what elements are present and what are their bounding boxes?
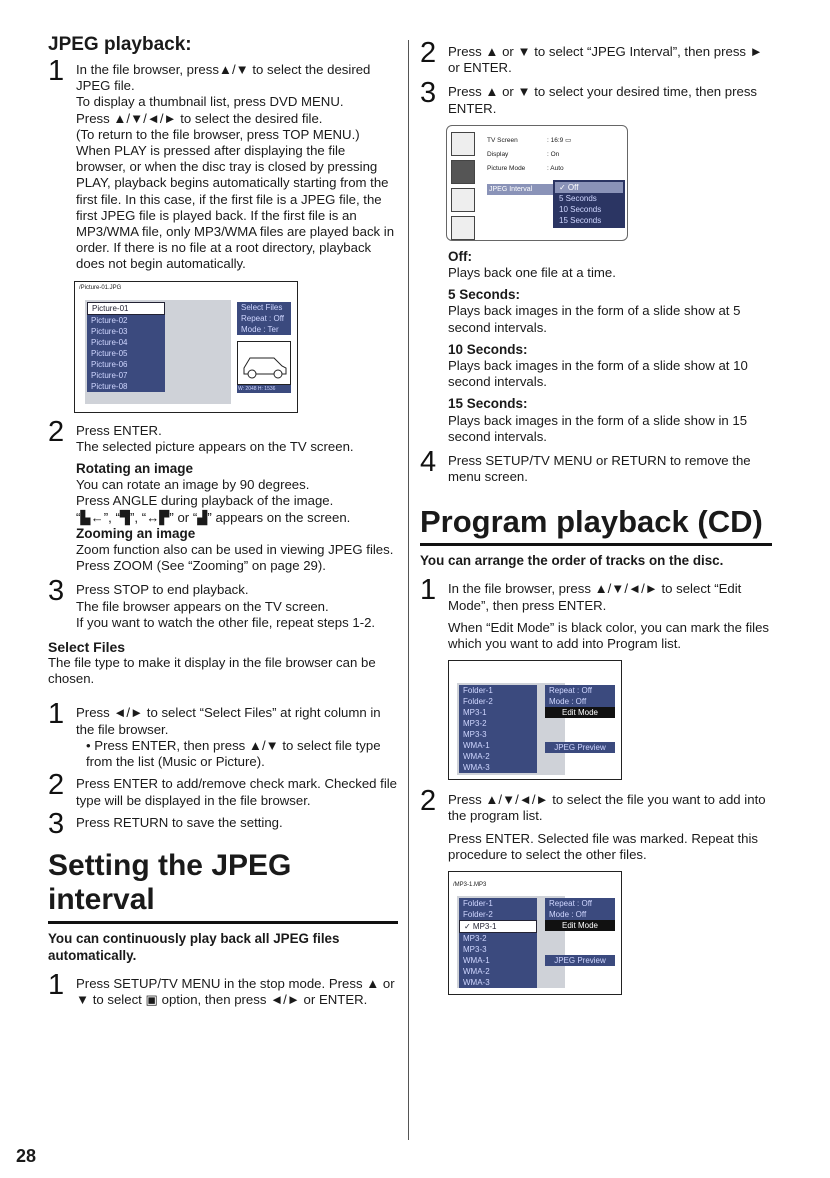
jpeg-preview: JPEG Preview xyxy=(545,955,615,966)
language-icon xyxy=(451,132,475,156)
jpeg-interval-heading: Setting the JPEG interval xyxy=(48,848,292,916)
heading-rule xyxy=(48,921,398,924)
repeat-menu[interactable]: Repeat : Off xyxy=(237,313,291,324)
jpeg-preview: JPEG Preview xyxy=(545,742,615,753)
jpeg-interval-option[interactable]: JPEG Interval xyxy=(487,184,555,195)
track-item[interactable]: MP3-3 xyxy=(459,944,537,955)
column-divider xyxy=(408,40,409,1140)
zooming-heading: Zooming an image xyxy=(76,525,196,541)
select-files-menu[interactable]: Select Files xyxy=(237,302,291,313)
edit-mode-button[interactable]: Edit Mode xyxy=(545,707,615,718)
interval-descriptions: Off: Plays back one file at a time. 5 Seconds: Plays back images in the form of a slide show at 5 second intervals. 10 Seconds: Plays back images in the form of a slide show at 10 second intervals. 15 Seconds: Plays back images in the form of a slide show in 15 second intervals. xyxy=(448,248,748,444)
interval-dropdown[interactable]: ✓ Off 5 Seconds 10 Seconds 15 Seconds xyxy=(553,180,625,228)
track-item[interactable]: MP3-2 xyxy=(459,933,537,944)
other-icon xyxy=(451,216,475,240)
mode-menu[interactable]: Mode : Off xyxy=(545,696,615,707)
select-step-1: 1 Press ◄/► to select “Select Files” at right column in the file browser. • Press ENTER, then press ▲/▼ to select file type from the list (Music or Picture). xyxy=(48,698,381,770)
resolution-label: W: 2048 H: 1536 xyxy=(237,385,291,393)
program-rule xyxy=(420,543,772,546)
jpeg-step-2: 2 Press ENTER. The selected picture appears on the TV screen. Rotating an image You can rotate an image by 90 degrees. Press ANGLE during playback of the image. “▙←”, “▜”, “↔▛” or “▟” appears on the screen. Zooming an image Zoom function also can be used in viewing JPEG files. Press ZOOM (See “Zooming” on page 29). xyxy=(48,423,398,575)
file-path: /MP3-1.MP3 xyxy=(453,882,487,889)
jpeg-interval-lead: You can continuously play back all JPEG files automatically. xyxy=(48,930,340,963)
track-item[interactable]: WMA-2 xyxy=(459,966,537,977)
rotating-heading: Rotating an image xyxy=(76,461,194,477)
audio-icon xyxy=(451,188,475,212)
right-column xyxy=(420,34,772,995)
track-item[interactable]: WMA-1 xyxy=(459,955,537,966)
select-step-3: 3 Press RETURN to save the setting. xyxy=(48,807,283,840)
track-item[interactable]: WMA-2 xyxy=(459,751,537,762)
mode-menu[interactable]: Mode : Off xyxy=(545,909,615,920)
file-item[interactable]: Picture-07 xyxy=(87,370,165,381)
file-item[interactable]: Picture-02 xyxy=(87,315,165,326)
program-playback-heading: Program playback (CD) xyxy=(420,504,763,540)
jpeg-playback-heading: JPEG playback: xyxy=(48,34,192,55)
interval-step-1: 1 Press SETUP/TV MENU in the stop mode. Press ▲ or ▼ to select ▣ option, then press ◄/► or ENTER. xyxy=(48,968,395,1008)
interval-step-2: 2 Press ▲ or ▼ to select “JPEG Interval”, then press ► or ENTER. xyxy=(420,37,763,76)
left-column xyxy=(48,34,398,1008)
interval-step-4: 4 Press SETUP/TV MENU or RETURN to remove the menu screen. xyxy=(420,446,751,485)
track-item[interactable]: MP3-3 xyxy=(459,729,537,740)
program-step-2: 2 Press ▲/▼/◄/► to select the file you want to add into the program list. Press ENTER. Selected file was marked. Repeat this procedure to select the other files. xyxy=(420,785,766,862)
select-files-intro: The file type to make it display in the file browser can be chosen. xyxy=(48,655,376,687)
track-item[interactable]: MP3-2 xyxy=(459,718,537,729)
edit-mode-screenshot xyxy=(448,660,622,780)
jpeg-step-3: 3 Press STOP to end playback. The file browser appears on the TV screen. If you want to watch the other file, repeat steps 1-2. xyxy=(48,575,376,630)
repeat-menu[interactable]: Repeat : Off xyxy=(545,685,615,696)
select-step-2: 2 Press ENTER to add/remove check mark. Checked file type will be displayed in the file browser. xyxy=(48,769,398,808)
folder-item[interactable]: Folder-1 xyxy=(459,685,537,696)
file-path: /Picture-01.JPG xyxy=(79,284,122,291)
program-lead: You can arrange the order of tracks on the disc. xyxy=(420,553,724,569)
track-item[interactable]: WMA-3 xyxy=(459,977,537,988)
picture-icon xyxy=(451,160,475,184)
marked-track-item[interactable]: ✓ MP3-1 xyxy=(459,920,537,933)
file-browser-screenshot xyxy=(74,281,298,413)
file-item[interactable]: Picture-05 xyxy=(87,348,165,359)
file-item[interactable]: Picture-06 xyxy=(87,359,165,370)
car-thumbnail xyxy=(237,341,291,385)
track-item[interactable]: WMA-1 xyxy=(459,740,537,751)
track-item[interactable]: WMA-3 xyxy=(459,762,537,773)
setup-menu-screenshot: TV Screen : 16:9 ▭ Display : On Picture Mode : Auto JPEG Interval ✓ Off 5 Seconds 10 Seconds 15 Seconds xyxy=(446,125,628,241)
select-files-heading: Select Files xyxy=(48,639,126,656)
file-item[interactable]: Picture-04 xyxy=(87,337,165,348)
repeat-menu[interactable]: Repeat : Off xyxy=(545,898,615,909)
program-step-1: 1 In the file browser, press ▲/▼/◄/► to select “Edit Mode”, then press ENTER. When “Edit Mode” is black color, you can mark the files which you want to add into Program list. xyxy=(420,574,770,652)
file-item[interactable]: Picture-03 xyxy=(87,326,165,337)
file-item[interactable]: Picture-01 xyxy=(87,302,165,315)
setup-icons xyxy=(451,132,475,240)
interval-step-3: 3 Press ▲ or ▼ to select your desired time, then press ENTER. xyxy=(420,77,758,116)
mode-menu[interactable]: Mode : Ter xyxy=(237,324,291,335)
folder-item[interactable]: Folder-2 xyxy=(459,909,537,920)
jpeg-step-1: 1 In the file browser, press▲/▼ to select the desired JPEG file. To display a thumbnail list, press DVD MENU. Press ▲/▼/◄/► to select the desired file. (To return to the file browser, press TOP MENU.) When PLAY is pressed after displaying the file browser, or when the disc tray is closed by pressing PLAY, playback begins automatically starting from the first file. In this case, if the first file is a JPEG file, the first JPEG file is played back. If the first file is an MP3/WMA file, only MP3/WMA files are played back in order. If there is no file at a root directory, playback does not begin automatically. xyxy=(48,55,395,272)
folder-item[interactable]: Folder-2 xyxy=(459,696,537,707)
marked-file-screenshot xyxy=(448,871,622,995)
file-item[interactable]: Picture-08 xyxy=(87,381,165,392)
folder-item[interactable]: Folder-1 xyxy=(459,898,537,909)
page-number: 28 xyxy=(16,1146,37,1166)
track-item[interactable]: MP3-1 xyxy=(459,707,537,718)
edit-mode-button[interactable]: Edit Mode xyxy=(545,920,615,931)
